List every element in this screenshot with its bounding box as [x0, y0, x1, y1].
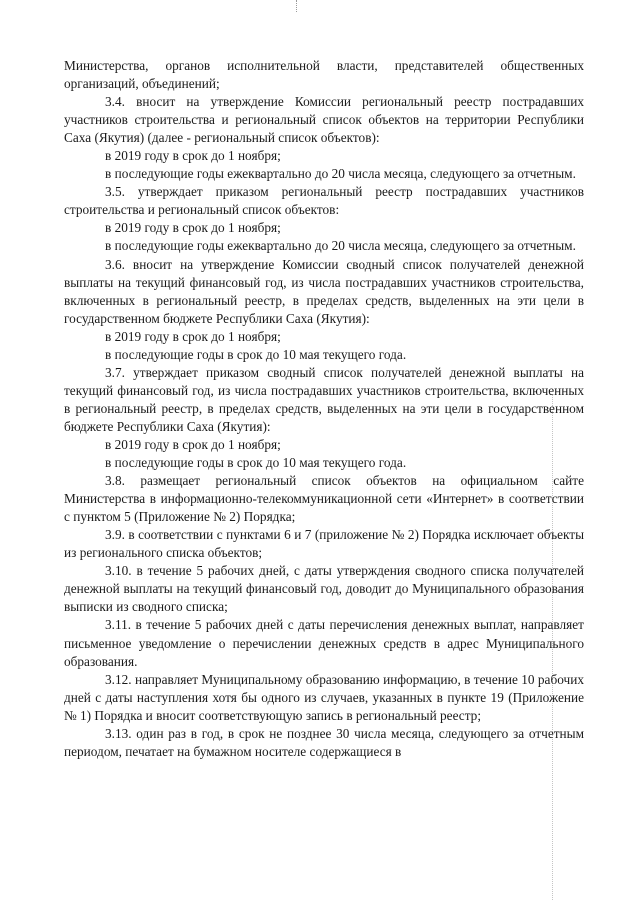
clause-3-12: 3.12. направляет Муниципальному образованию информацию, в течение 10 рабочих дней с даты наступления хотя бы одного из случаев, указанных в пункте 19 (Приложение № 1) Порядка и вносит соответствующую запись в региональный реестр; [64, 671, 584, 723]
clause-3-7-term-2019: в 2019 году в срок до 1 ноября; [105, 436, 281, 452]
clause-3-13: 3.13. один раз в год, в срок не позднее 30 числа месяца, следующего за отчетным периодом, печатает на бумажном носителе содержащиеся в [64, 725, 584, 759]
clause-3-4: 3.4. вносит на утверждение Комиссии региональный реестр пострадавших участников строительства и региональный список объектов на территории Республики Саха (Якутия) (далее - региональный список объектов): [64, 94, 584, 146]
clause-3-5-term-later: в последующие годы ежеквартально до 20 числа месяца, следующего за отчетным. [105, 238, 576, 254]
clause-3-4-term-later: в последующие годы ежеквартально до 20 числа месяца, следующего за отчетным. [105, 166, 576, 182]
clause-3-6-term-later: в последующие годы в срок до 10 мая текущего года. [105, 346, 407, 362]
clause-3-7-term-later: в последующие годы в срок до 10 мая текущего года. [105, 455, 407, 471]
clause-3-5: 3.5. утверждает приказом региональный реестр пострадавших участников строительства и региональный список объектов: [64, 184, 584, 218]
clause-3-6-term-2019: в 2019 году в срок до 1 ноября; [105, 328, 281, 344]
clause-3-9: 3.9. в соответствии с пунктами 6 и 7 (приложение № 2) Порядка исключает объекты из регионального списка объектов; [64, 527, 584, 561]
lead-paragraph: Министерства, органов исполнительной власти, представителей общественных организаций, объединений; [64, 58, 584, 92]
clause-3-8: 3.8. размещает региональный список объектов на официальном сайте Министерства в информационно-телекоммуникационной сети «Интернет» в соответствии с пунктом 5 (Приложение № 2) Порядка; [64, 473, 584, 525]
clause-3-10: 3.10. в течение 5 рабочих дней, с даты утверждения сводного списка получателей денежной выплаты на текущий финансовый год, доводит до Муниципального образования выписки из сводного списка; [64, 563, 584, 615]
clause-3-4-term-2019: в 2019 году в срок до 1 ноября; [105, 148, 281, 164]
document-body [64, 57, 584, 761]
page-header-marks [296, 0, 307, 12]
clause-3-7: 3.7. утверждает приказом сводный список получателей денежной выплаты на текущий финансовый год, из числа пострадавших участников строительства, включенных в региональный реестр, в пределах средств, выделенных на эти цели в государственном бюджете Республики Саха (Якутия): [64, 364, 584, 434]
clause-3-6: 3.6. вносит на утверждение Комиссии сводный список получателей денежной выплаты на текущий финансовый год, из числа пострадавших участников строительства, включенных в региональный реестр, в пределах средств, выделенных на эти цели в государственном бюджете Республики Саха (Якутия): [64, 256, 584, 326]
clause-3-11: 3.11. в течение 5 рабочих дней с даты перечисления денежных выплат, направляет письменное уведомление о перечислении денежных средств в адрес Муниципального образования. [64, 617, 584, 669]
clause-3-5-term-2019: в 2019 году в срок до 1 ноября; [105, 220, 281, 236]
